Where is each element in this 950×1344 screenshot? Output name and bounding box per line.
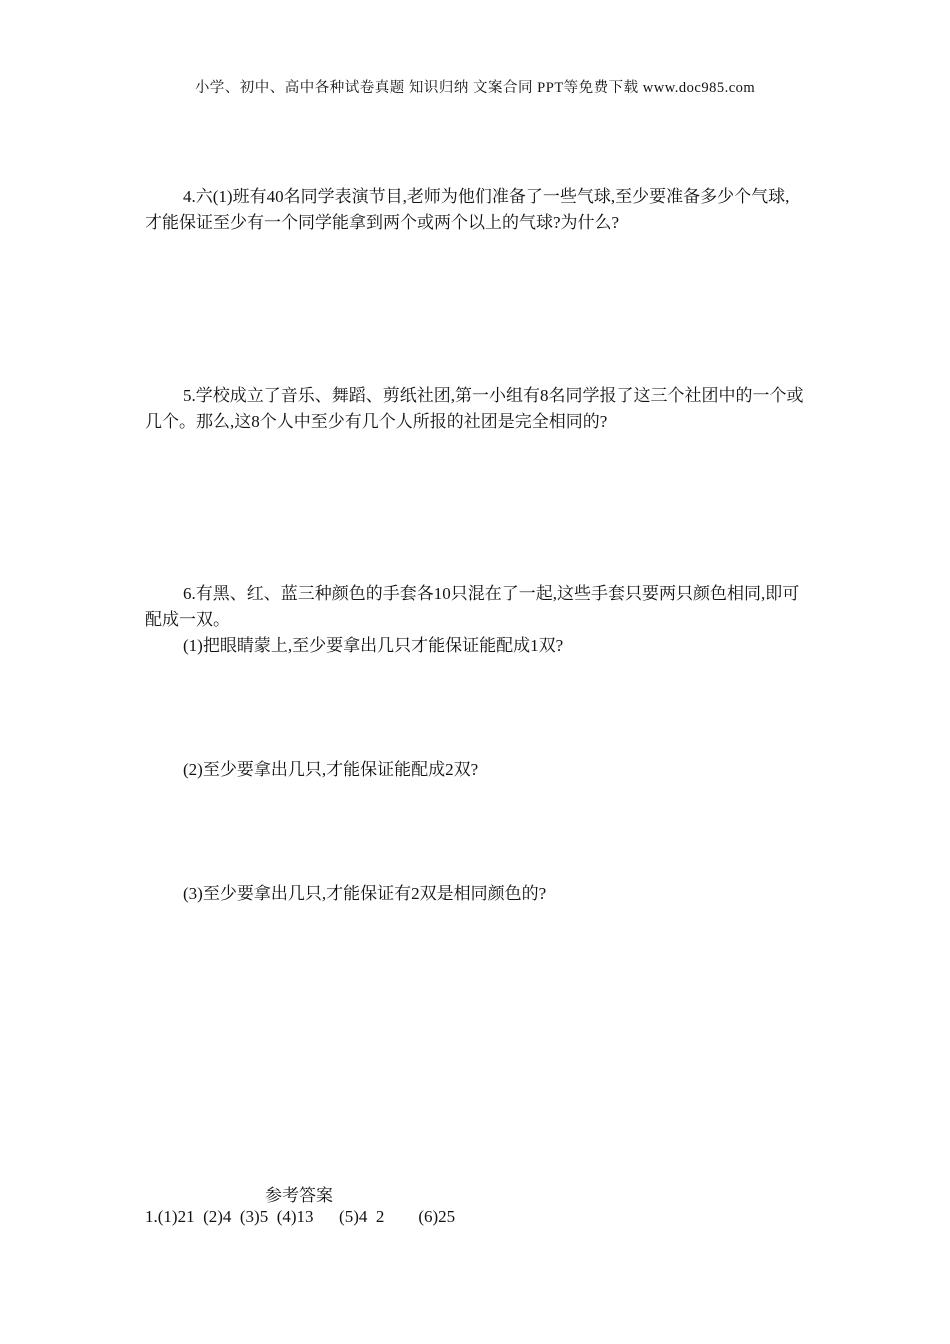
question-4-text: 4.六(1)班有40名同学表演节目,老师为他们准备了一些气球,至少要准备多少个气球,才能保证至少有一个同学能拿到两个或两个以上的气球?为什么? (145, 187, 790, 232)
question-5 (145, 383, 805, 435)
question-6-part-3: (3)至少要拿出几只,才能保证有2双是相同颜色的? (183, 884, 547, 903)
question-6-part-2: (2)至少要拿出几只,才能保证能配成2双? (183, 760, 479, 779)
page-header: 小学、初中、高中各种试卷真题 知识归纳 文案合同 PPT等免费下载 www.doc985.com (194, 80, 756, 96)
question-6-text: 6.有黑、红、蓝三种颜色的手套各10只混在了一起,这些手套只要两只颜色相同,即可配成一双。 (145, 584, 800, 629)
question-4 (145, 184, 805, 236)
question-6-part-1: (1)把眼睛蒙上,至少要拿出几只才能保证能配成1双? (183, 636, 564, 655)
answers-line: 1.(1)21 (2)4 (3)5 (4)13 (5)4 2 (6)25 (145, 1207, 456, 1226)
question-5-text: 5.学校成立了音乐、舞蹈、剪纸社团,第一小组有8名同学报了这三个社团中的一个或几个。那么,这8个人中至少有几个人所报的社团是完全相同的? (145, 386, 804, 431)
question-6 (145, 581, 805, 633)
answers-title: 参考答案 (265, 1186, 333, 1205)
